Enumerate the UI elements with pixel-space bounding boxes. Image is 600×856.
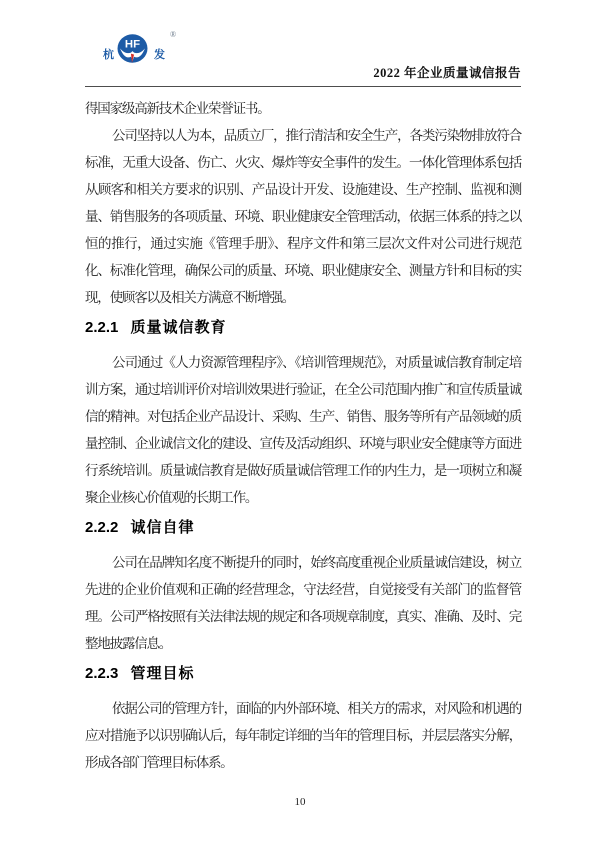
- page-header: [85, 0, 521, 87]
- logo-right-character: 发: [154, 49, 165, 61]
- section-number: 2.2.3: [85, 665, 119, 682]
- section-title: 管理目标: [130, 665, 195, 682]
- section-heading-2-2-3: [85, 664, 521, 684]
- hf-emblem-icon: [117, 34, 148, 64]
- paragraph-management-objectives: 依据公司的管理方针，面临的内外部环境、相关方的需求，对风险和机遇的应对措施予以识别确认后，每年制定详细的当年的管理目标，并层层落实分解，形成各部门管理目标体系。: [85, 701, 521, 770]
- report-title: 2022 年企业质量诚信报告: [373, 66, 521, 80]
- emblem-letters: HF: [124, 38, 141, 51]
- paragraph-integrated-management-system: 公司坚持以人为本，品质立厂，推行清洁和安全生产，各类污染物排放符合标准，无重大设备、伤亡、火灾、爆炸等安全事件的发生。一体化管理体系包括从顾客和相关方要求的识别、产品设计开发、设施建设、生产控制、监视和测量、销售服务的各项质量、环境、职业健康安全管理活动，依据三体系的持之以恒的推行，通过实施《管理手册》、程序文件和第三层次文件对公司进行规范化、标准化管理，确保公司的质量、环境、职业健康安全、测量方针和目标的实现，使顾客以及相关方满意不断增强。: [85, 128, 521, 305]
- section-title: 诚信自律: [130, 519, 195, 536]
- section-heading-2-2-2: [85, 518, 521, 538]
- section-number: 2.2.1: [85, 319, 119, 336]
- page-number: 10: [294, 796, 306, 808]
- section-heading-2-2-1: [85, 318, 521, 338]
- company-logo: [103, 30, 177, 64]
- paragraph-integrity-self-discipline: 公司在品牌知名度不断提升的同时，始终高度重视企业质量诚信建设，树立先进的企业价值观和正确的经营理念，守法经营，自觉接受有关部门的监督管理。公司严格按照有关法律法规的规定和各项规章制度，真实、准确、及时、完整地披露信息。: [85, 555, 521, 651]
- document-content: [85, 87, 521, 776]
- registered-trademark-icon: ®: [170, 30, 177, 39]
- paragraph-honor-certificate: 得国家级高新技术企业荣誉证书。: [85, 101, 270, 116]
- logo-left-character: 杭: [103, 49, 114, 61]
- section-title: 质量诚信教育: [130, 319, 227, 336]
- paragraph-quality-integrity-education: 公司通过《人力资源管理程序》、《培训管理规范》，对质量诚信教育制定培训方案，通过培训评价对培训效果进行验证，在全公司范围内推广和宣传质量诚信的精神。对包括企业产品设计、采购、生产、销售、服务等所有产品领域的质量控制、企业诚信文化的建设、宣传及活动组织、环境与职业安全健康等方面进行系统培训。质量诚信教育是做好质量诚信管理工作的内生力，是一项树立和凝聚企业核心价值观的长期工作。: [85, 355, 521, 505]
- section-number: 2.2.2: [85, 519, 119, 536]
- page-footer: [0, 792, 600, 810]
